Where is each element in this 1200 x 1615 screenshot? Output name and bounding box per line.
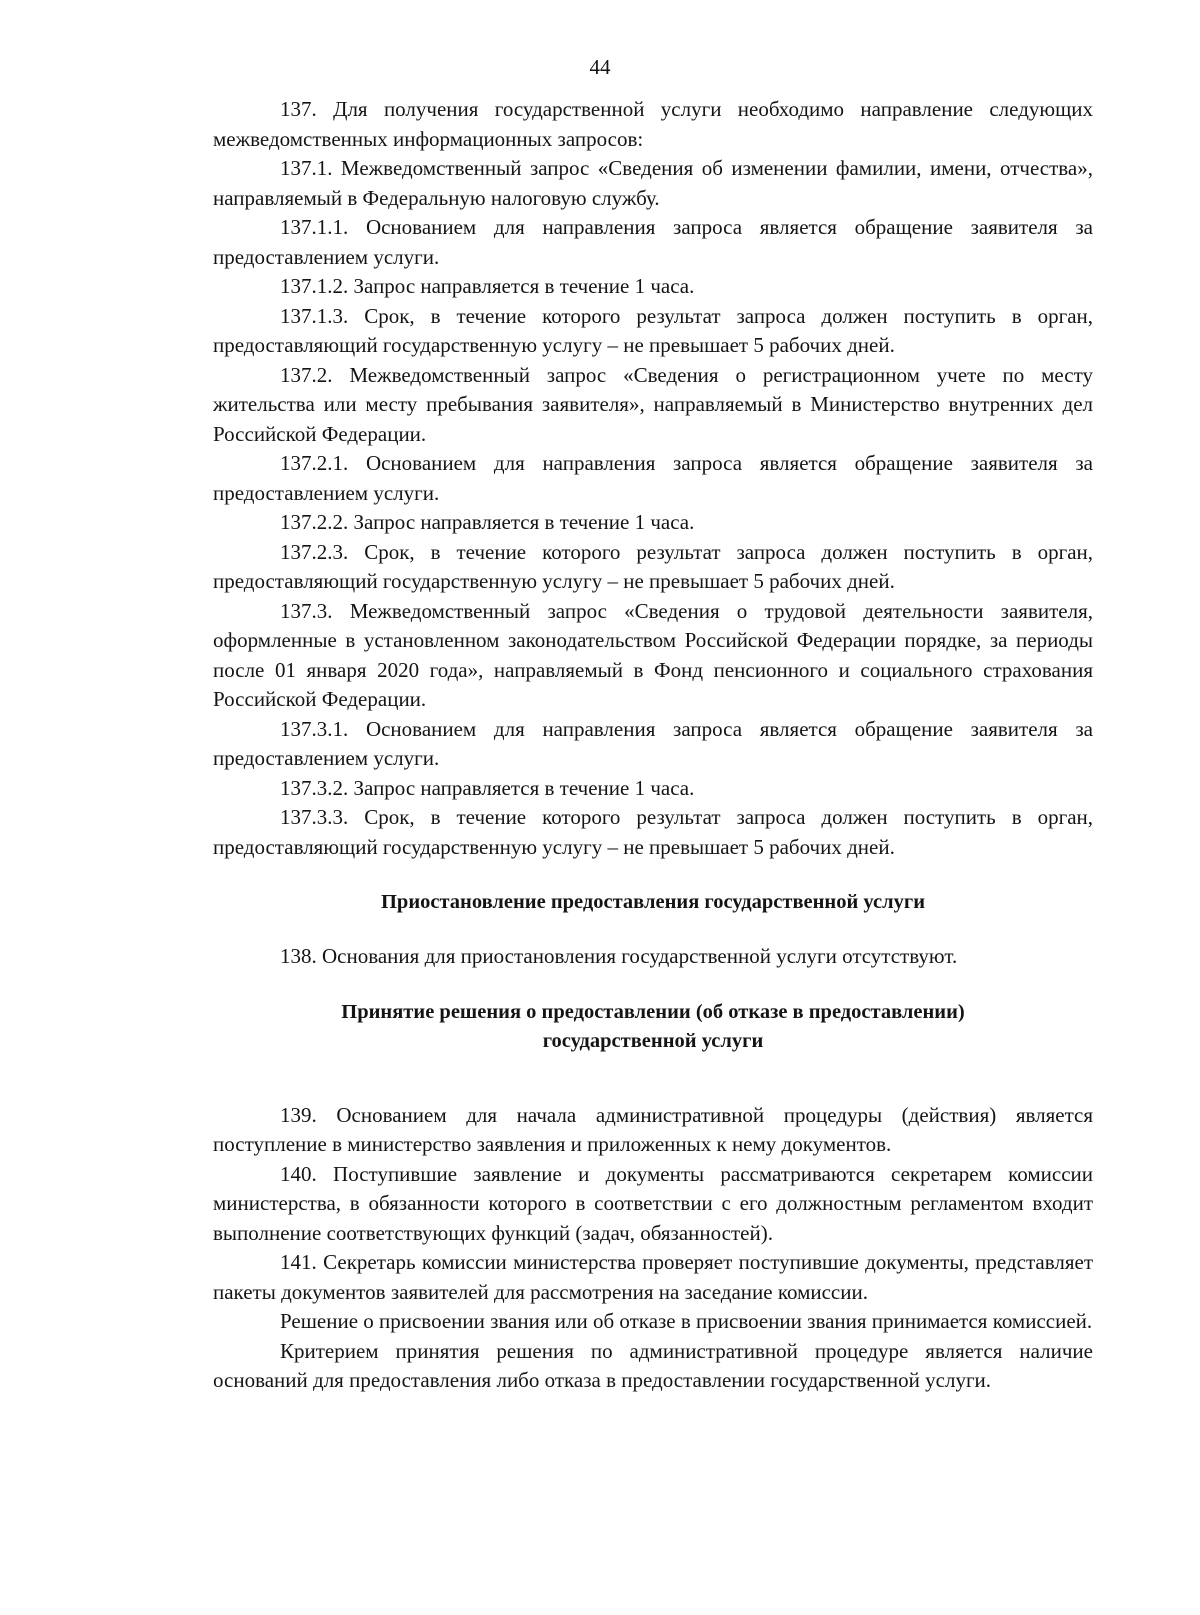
section-spacer: [213, 862, 1093, 888]
page-number: 44: [589, 55, 611, 79]
paragraph-137: 137. Для получения государственной услуги необходимо направление следующих межведомственных информационных запросов:: [213, 97, 1093, 151]
document-body: [213, 95, 1093, 1396]
paragraph-137-1: 137.1. Межведомственный запрос «Сведения об изменении фамилии, имени, отчества», направляемый в Федеральную налоговую службу.: [213, 156, 1093, 210]
section-heading-decision-line-2: государственной услуги: [542, 1029, 764, 1052]
paragraph-137-1-3: 137.1.3. Срок, в течение которого результат запроса должен поступить в орган, предоставляющий государственную услугу – не превышает 5 рабочих дней.: [213, 303, 1093, 357]
paragraph-137-3-3: 137.3.3. Срок, в течение которого результат запроса должен поступить в орган, предоставляющий государственную услугу – не превышает 5 рабочих дней.: [213, 805, 1093, 859]
section-spacer: [213, 972, 1093, 998]
paragraph-137-2-3: 137.2.3. Срок, в течение которого результат запроса должен поступить в орган, предоставляющий государственную услугу – не превышает 5 рабочих дней.: [213, 539, 1093, 593]
paragraph-137-3-1: 137.3.1. Основанием для направления запроса является обращение заявителя за предоставлением услуги.: [213, 716, 1093, 770]
paragraph-decision-by-commission: Решение о присвоении звания или об отказе в присвоении звания принимается комиссией.: [280, 1309, 1093, 1333]
paragraph-137-2-2: 137.2.2. Запрос направляется в течение 1 часа.: [280, 510, 695, 534]
paragraph-decision-criterion: Критерием принятия решения по административной процедуре является наличие оснований для предоставления либо отказа в предоставлении государственной услуги.: [213, 1338, 1093, 1392]
section-heading-decision-line-1: Принятие решения о предоставлении (об отказе в предоставлении): [341, 1000, 965, 1023]
section-heading-suspension: Приостановление предоставления государственной услуги: [380, 891, 926, 913]
paragraph-137-2-1: 137.2.1. Основанием для направления запроса является обращение заявителя за предоставлением услуги.: [213, 451, 1093, 505]
section-heading-decision: [213, 998, 1093, 1056]
paragraph-138: 138. Основания для приостановления государственной услуги отсутствуют.: [280, 944, 958, 968]
paragraph-137-3-2: 137.3.2. Запрос направляется в течение 1 часа.: [280, 775, 695, 800]
paragraph-137-1-2: 137.1.2. Запрос направляется в течение 1 часа.: [280, 274, 695, 298]
paragraph-139: 139. Основанием для начала административной процедуры (действия) является поступление в министерство заявления и приложенных к нему документов.: [213, 1102, 1093, 1156]
paragraph-141: 141. Секретарь комиссии министерства проверяет поступившие документы, представляет пакеты документов заявителей для рассмотрения на заседание комиссии.: [213, 1250, 1093, 1304]
paragraph-137-3: 137.3. Межведомственный запрос «Сведения о трудовой деятельности заявителя, оформленные в установленном законодательством Российской Федерации порядке, за периоды после 01 января 2020 года», направляемый в Фонд пенсионного и социального страхования Российской Федерации.: [213, 598, 1093, 711]
section-spacer: [213, 917, 1093, 942]
paragraph-137-2: 137.2. Межведомственный запрос «Сведения о регистрационном учете по месту жительства или месту пребывания заявителя», направляемый в Министерство внутренних дел Российской Федерации.: [213, 362, 1093, 446]
paragraph-140: 140. Поступившие заявление и документы рассматриваются секретарем комиссии министерства, в обязанности которого в соответствии с его должностным регламентом входит выполнение соответствующих функций (задач, обязанностей).: [213, 1161, 1093, 1245]
section-spacer: [213, 1056, 1093, 1101]
paragraph-137-1-1: 137.1.1. Основанием для направления запроса является обращение заявителя за предоставлением услуги.: [213, 215, 1093, 269]
